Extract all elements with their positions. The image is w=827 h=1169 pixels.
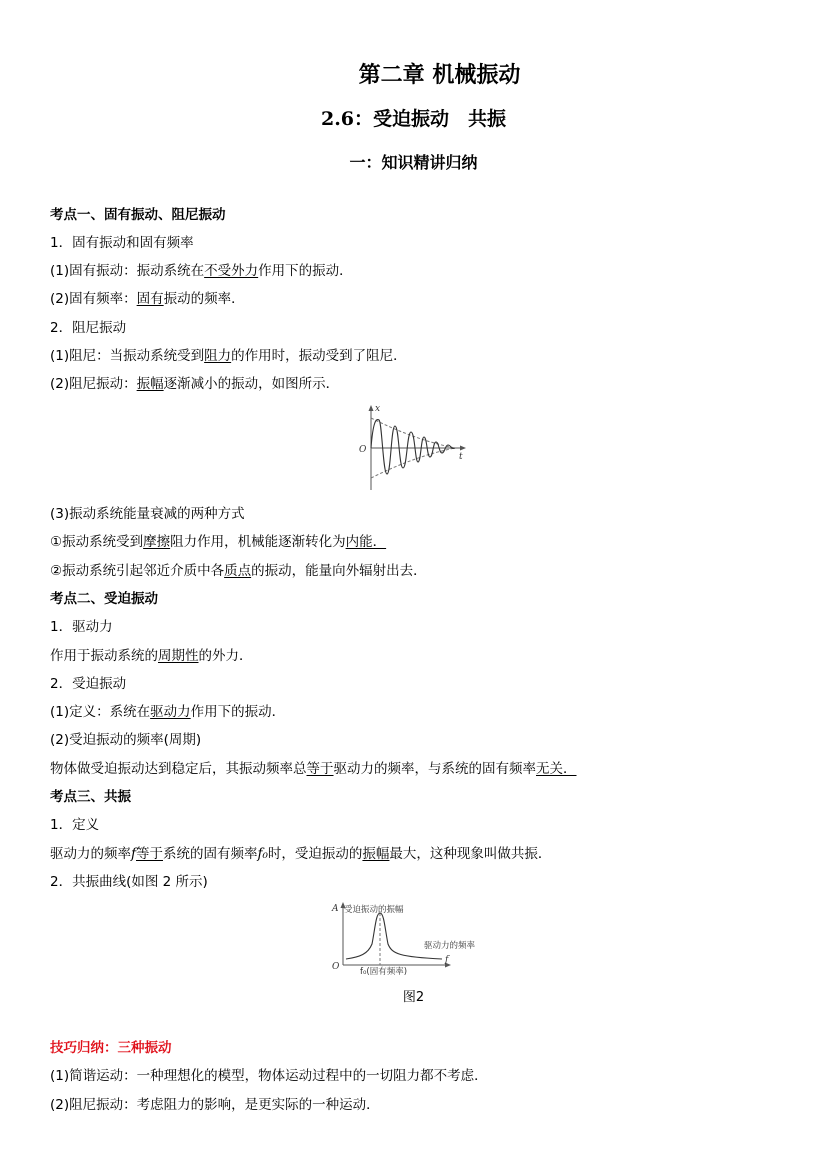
fig2-origin-label: O <box>332 962 340 972</box>
fig1-x-label: t <box>459 452 463 462</box>
text-line: ②振动系统引起邻近介质中各质点的振动，能量向外辐射出去． <box>50 563 427 579</box>
tips-line: (1)简谐运动：一种理想化的模型，物体运动过程中的一切阻力都不考虑． <box>50 1068 488 1084</box>
subheading-2: 2．阻尼振动 <box>50 320 127 336</box>
text-line: (2)固有频率：固有振动的频率． <box>50 291 245 307</box>
subheading-1: 1．定义 <box>50 817 100 833</box>
damped-oscillation-figure <box>355 402 473 494</box>
text-line: (2)受迫振动的频率(周期) <box>50 732 202 748</box>
heading-kaodian-2: 考点二、受迫振动 <box>50 591 158 607</box>
text-line: ①振动系统受到摩擦阻力作用，机械能逐渐转化为内能． <box>50 534 387 550</box>
resonance-curve-figure <box>330 899 495 977</box>
fig2-x-text: 驱动力的频率 <box>424 941 476 951</box>
subheading-2: 2．受迫振动 <box>50 676 127 692</box>
fig1-origin-label: O <box>359 445 367 455</box>
tips-line: (2)阻尼振动：考虑阻力的影响，是更实际的一种运动． <box>50 1097 380 1113</box>
text-line: (1)定义：系统在驱动力作用下的振动． <box>50 704 286 720</box>
fig2-y-axis-label: A <box>332 904 339 914</box>
text-line: (1)阻尼：当振动系统受到阻力的作用时，振动受到了阻尼． <box>50 348 407 364</box>
figure-caption: 图2 <box>402 990 425 1005</box>
fig2-peak-label: f₀(固有频率) <box>360 967 408 977</box>
section-title: 2.6：受迫振动 共振 <box>320 108 507 130</box>
subheading-2: 2．共振曲线(如图 2 所示) <box>50 874 208 890</box>
subheading-1: 1．驱动力 <box>50 619 113 635</box>
subheading-1: 1．固有振动和固有频率 <box>50 235 194 251</box>
text-line: 作用于振动系统的周期性的外力． <box>50 648 253 664</box>
fig2-y-text: 受迫振动的振幅 <box>344 905 404 915</box>
tips-heading: 技巧归纳：三种振动 <box>50 1040 172 1056</box>
heading-kaodian-1: 考点一、固有振动、阻尼振动 <box>50 207 226 223</box>
part-title: 一：知识精讲归纳 <box>349 153 478 172</box>
fig2-x-axis-label: f <box>445 955 449 965</box>
text-line: (3)振动系统能量衰减的两种方式 <box>50 506 245 522</box>
heading-kaodian-3: 考点三、共振 <box>50 789 131 805</box>
text-line: 驱动力的频率f等于系统的固有频率f₀时，受迫振动的振幅最大，这种现象叫做共振． <box>50 846 552 862</box>
chapter-title: 第二章 机械振动 <box>358 62 521 88</box>
text-line: 物体做受迫振动达到稳定后，其振动频率总等于驱动力的频率，与系统的固有频率无关． <box>50 761 577 777</box>
text-line: (2)阻尼振动：振幅逐渐减小的振动，如图所示． <box>50 376 340 392</box>
text-line: (1)固有振动：振动系统在不受外力作用下的振动． <box>50 263 353 279</box>
fig1-y-label: x <box>375 404 381 414</box>
